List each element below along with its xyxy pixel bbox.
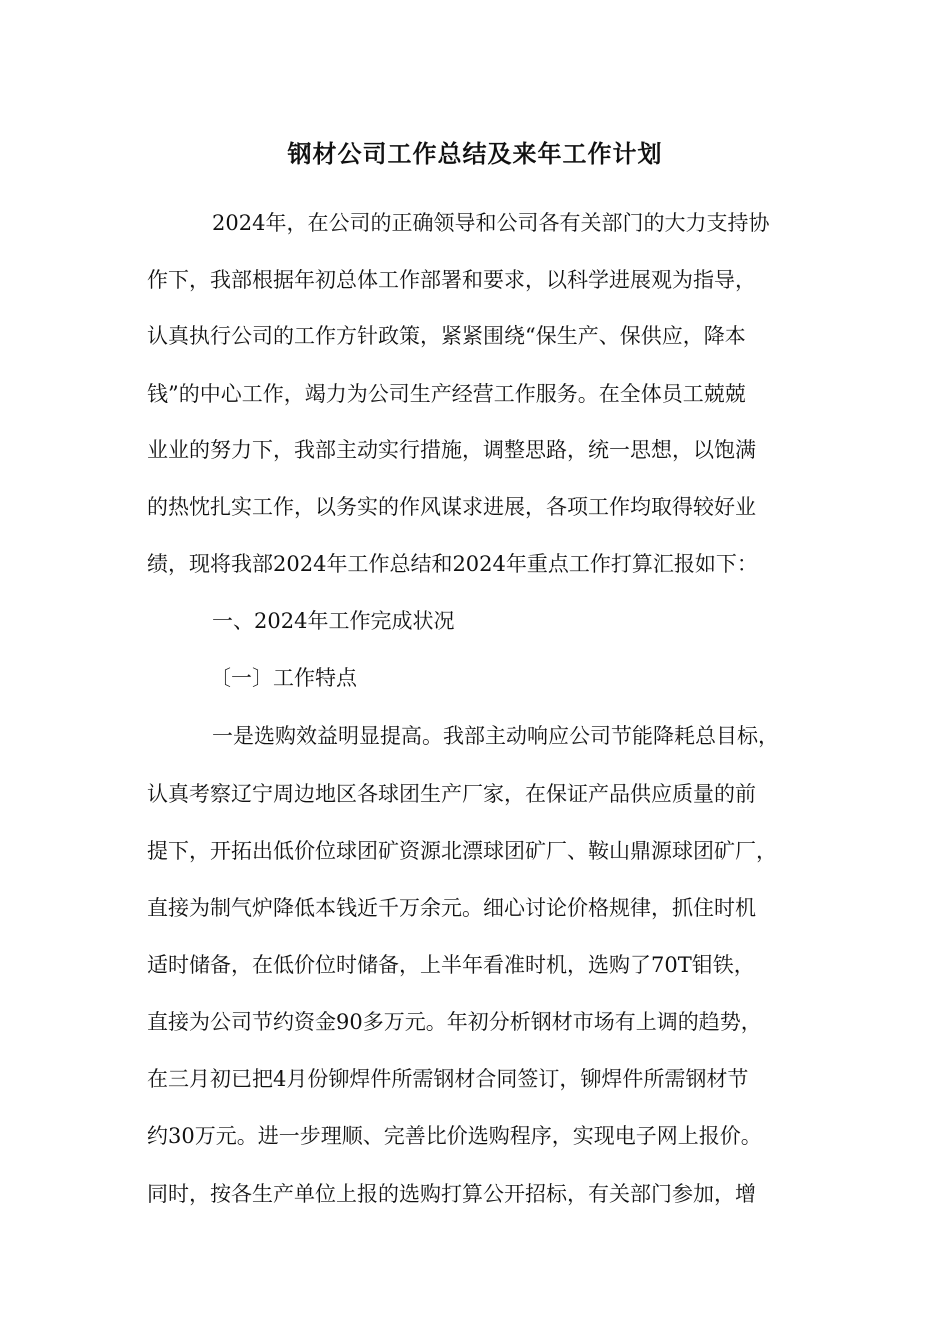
paragraph-line: 业业的努力下，我部主动实行措施，调整思路，统一思想，以饱满 [147,438,756,462]
paragraph-line: 直接为制气炉降低本钱近千万余元。细心讨论价格规律，抓住时机 [147,896,756,920]
paragraph-line: 绩，现将我部2024年工作总结和2024年重点工作打算汇报如下： [147,552,758,576]
subsection-heading: 〔一〕工作特点 [210,666,357,690]
paragraph-line: 的热忱扎实工作，以务实的作风谋求进展，各项工作均取得较好业 [147,495,756,519]
paragraph-line: 同时，按各生产单位上报的选购打算公开招标，有关部门参加，增 [147,1182,756,1206]
paragraph-line: 作下，我部根据年初总体工作部署和要求，以科学进展观为指导， [147,268,756,292]
paragraph-line: 约30万元。进一步理顺、完善比价选购程序，实现电子网上报价。 [147,1124,762,1148]
paragraph-line: 一是选购效益明显提高。我部主动响应公司节能降耗总目标， [212,724,779,748]
paragraph-line: 2024年，在公司的正确领导和公司各有关部门的大力支持协 [212,211,770,235]
section-heading: 一、2024年工作完成状况 [212,609,455,633]
paragraph-line: 钱”的中心工作，竭力为公司生产经营工作服务。在全体员工兢兢 [147,382,746,406]
paragraph-line: 认真考察辽宁周边地区各球团生产厂家，在保证产品供应质量的前 [147,782,756,806]
paragraph-line: 提下，开拓出低价位球团矿资源北漂球团矿厂、鞍山鼎源球团矿厂， [147,839,777,863]
document-title: 钢材公司工作总结及来年工作计划 [287,139,663,168]
paragraph-line: 直接为公司节约资金90多万元。年初分析钢材市场有上调的趋势， [147,1010,762,1034]
paragraph-line: 认真执行公司的工作方针政策，紧紧围绕“保生产、保供应，降本 [147,324,746,348]
paragraph-line: 在三月初已把4月份铆焊件所需钢材合同签订，铆焊件所需钢材节 [147,1067,749,1091]
paragraph-line: 适时储备，在低价位时储备，上半年看准时机，选购了70T钼铁， [147,953,755,977]
